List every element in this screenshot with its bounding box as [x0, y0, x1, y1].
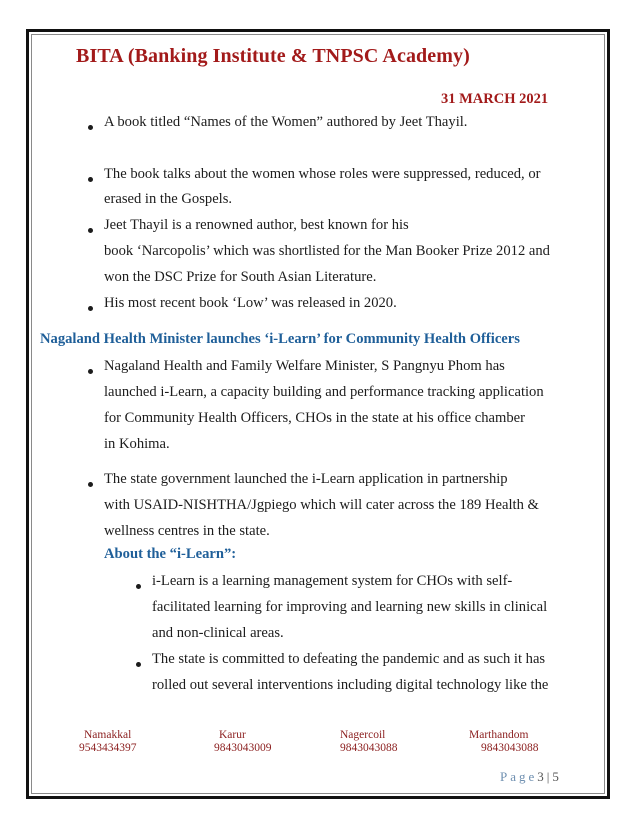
bullet-icon: [88, 306, 93, 311]
page-separator: |: [546, 769, 550, 784]
list-item-line: launched i-Learn, a capacity building and performance tracking application: [104, 384, 544, 400]
list-item-line: erased in the Gospels.: [104, 191, 233, 207]
bullet-icon: [88, 125, 93, 130]
list-item-line: for Community Health Officers, CHOs in the state at his office chamber: [104, 410, 525, 426]
list-item-line: in Kohima.: [104, 436, 170, 452]
page-current: 3: [537, 769, 544, 784]
bullet-icon: [136, 662, 141, 667]
branch-phone: 9843043088: [340, 742, 398, 754]
list-item-line: with USAID-NISHTHA/Jgpiego which will cater across the 189 Health &: [104, 497, 539, 513]
bullet-icon: [88, 482, 93, 487]
list-item-line: i-Learn is a learning management system for CHOs with self-: [152, 573, 513, 589]
list-item-line: book ‘Narcopolis’ which was shortlisted for the Man Booker Prize 2012 and: [104, 243, 550, 259]
list-item-line: Nagaland Health and Family Welfare Minister, S Pangnyu Phom has: [104, 358, 505, 374]
bullet-icon: [136, 584, 141, 589]
list-item-line: wellness centres in the state.: [104, 523, 270, 539]
list-item-line: The state government launched the i-Learn application in partnership: [104, 471, 508, 487]
section-heading: Nagaland Health Minister launches ‘i-Learn’ for Community Health Officers: [40, 331, 520, 347]
branch-phone: 9843043088: [481, 742, 539, 754]
document-date: 31 MARCH 2021: [441, 91, 549, 107]
branch-phone: 9543434397: [79, 742, 137, 754]
list-item-line: A book titled “Names of the Women” authored by Jeet Thayil.: [104, 114, 468, 130]
page-label: Page: [500, 769, 538, 784]
sub-heading: About the “i-Learn”:: [104, 546, 237, 562]
bullet-icon: [88, 228, 93, 233]
branch-city: Marthandom: [469, 729, 529, 741]
list-item-line: The book talks about the women whose roles were suppressed, reduced, or: [104, 166, 541, 182]
list-item-line: His most recent book ‘Low’ was released in 2020.: [104, 295, 397, 311]
branch-city: Namakkal: [84, 729, 132, 741]
list-item-line: rolled out several interventions including digital technology like the: [152, 677, 549, 693]
branch-city: Nagercoil: [340, 729, 386, 741]
bullet-icon: [88, 177, 93, 182]
branch-phone: 9843043009: [214, 742, 272, 754]
list-item-line: facilitated learning for improving and learning new skills in clinical: [152, 599, 548, 615]
list-item-line: won the DSC Prize for South Asian Literature.: [104, 269, 377, 285]
list-item-line: and non-clinical areas.: [152, 625, 284, 641]
bullet-icon: [88, 369, 93, 374]
page-number: [500, 769, 559, 785]
document-title: BITA (Banking Institute & TNPSC Academy): [76, 45, 470, 67]
page-total: 5: [552, 769, 559, 784]
list-item-line: Jeet Thayil is a renowned author, best known for his: [104, 217, 409, 233]
list-item-line: The state is committed to defeating the pandemic and as such it has: [152, 651, 546, 667]
branch-city: Karur: [219, 729, 246, 741]
